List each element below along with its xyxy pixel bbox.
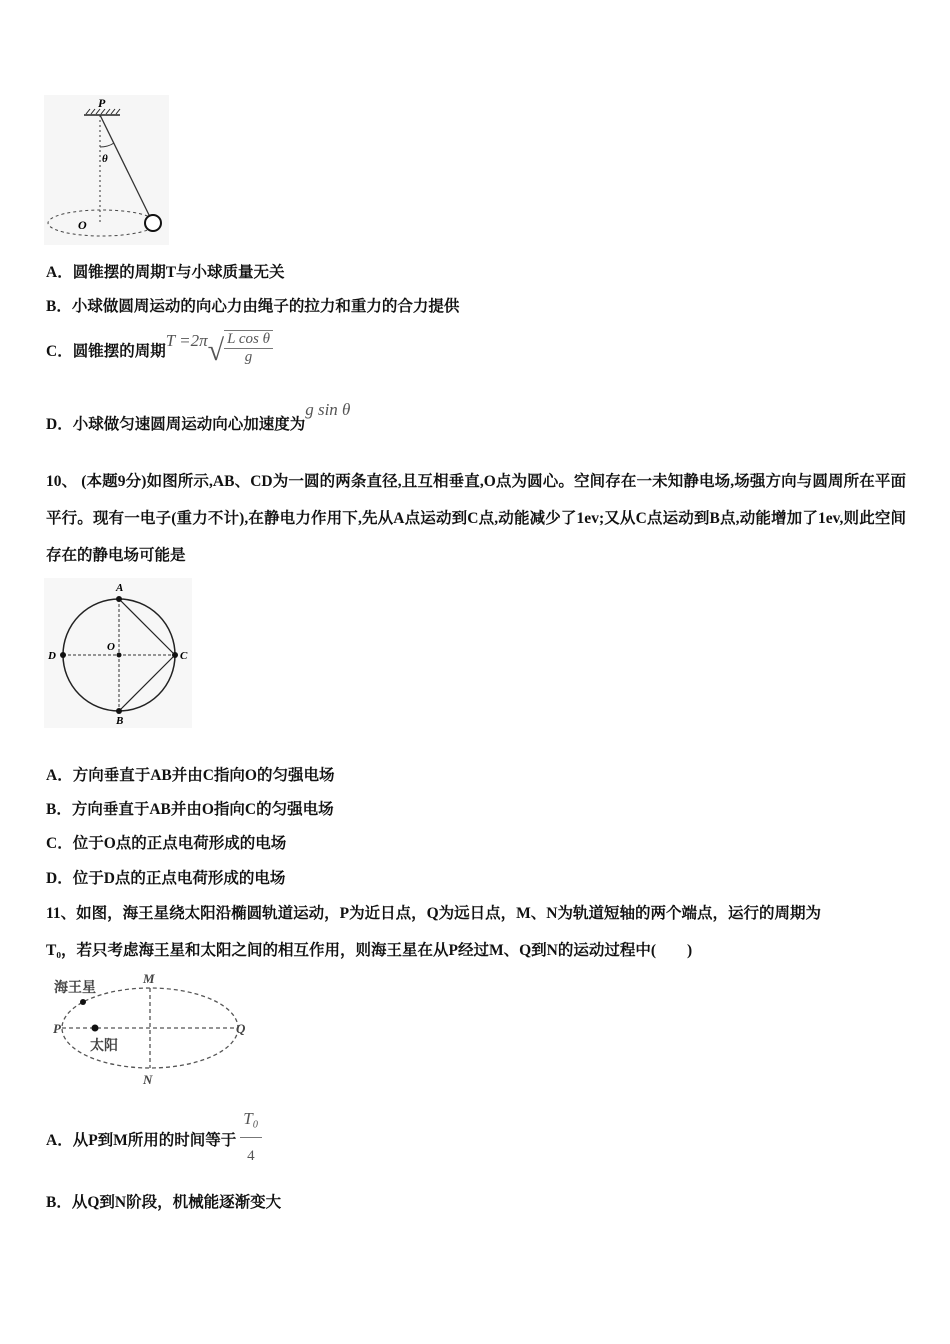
fraction-numerator: L cos θ [224, 331, 273, 349]
option-text: 小球做圆周运动的向心力由绳子的拉力和重力的合力提供 [71, 298, 460, 315]
option-label: D． [46, 870, 73, 887]
q9-option-d[interactable] [46, 400, 351, 434]
formula-lhs: T =2π [165, 331, 208, 350]
option-text: 位于O点的正点电荷形成的电场 [72, 835, 287, 852]
label-Q: Q [236, 1021, 246, 1036]
fraction-denominator: 4 [247, 1148, 255, 1164]
fraction-denominator: g [244, 349, 253, 366]
option-text: 圆锥摆的周期 [72, 343, 166, 360]
option-label: A． [46, 264, 73, 281]
label-sun: 太阳 [90, 1039, 118, 1054]
label-M: M [143, 971, 155, 986]
label-P: P [53, 1021, 61, 1036]
option-text: 方向垂直于AB并由O指向C的匀强电场 [71, 801, 334, 818]
option-label: C． [46, 343, 73, 360]
q11-stem-line1: 11、如图，海王星绕太阳沿椭圆轨道运动，P为近日点，Q为远日点，M、N为轨道短轴的两个端点，运行的周期为 [46, 905, 821, 922]
option-text: 圆锥摆的周期T与小球质量无关 [72, 264, 285, 281]
formula-fraction [224, 330, 273, 366]
label-O: O [78, 218, 87, 232]
label-theta: θ [102, 153, 108, 165]
option-label: A． [46, 767, 73, 784]
q11-option-b[interactable] [46, 1190, 281, 1212]
option-label: D． [46, 416, 73, 433]
formula-fraction [240, 1101, 261, 1174]
fraction-numerator: T₀ [240, 1101, 261, 1138]
option-text: 小球做匀速圆周运动向心加速度为 [72, 416, 306, 433]
label-O: O [107, 641, 115, 653]
q10-stem: 10、 (本题9分)如图所示,AB、CD为一圆的两条直径,且互相垂直,O点为圆心。空间存在一未知静电场,场强方向与圆周所在平面平行。现有一电子(重力不计),在静电力作用下,先从A点运动到C点,动能减少了1ev;又从C点运动到B点,动能增加了1ev,则此空间存在的静电场可能是 [46, 473, 906, 564]
q11-option-a[interactable] [46, 1105, 262, 1178]
q9-option-b[interactable] [46, 294, 459, 316]
option-text: 位于D点的正点电荷形成的电场 [72, 870, 286, 887]
label-P: P [98, 96, 106, 110]
sqrt-icon: √ [207, 334, 225, 367]
label-A: A [116, 582, 124, 594]
label-C: C [180, 650, 188, 662]
q9-option-c[interactable] [46, 330, 273, 370]
option-label: B． [46, 1194, 72, 1211]
orbit-figure [46, 968, 256, 1088]
q9-option-a[interactable] [46, 260, 285, 282]
option-text: 方向垂直于AB并由C指向O的匀强电场 [72, 767, 335, 784]
label-N: N [143, 1072, 153, 1087]
q10-option-d[interactable] [46, 866, 285, 888]
formula: g sin θ [305, 400, 351, 419]
option-label: B． [46, 801, 72, 818]
q10-option-c[interactable] [46, 831, 286, 853]
q10-option-b[interactable] [46, 797, 334, 819]
option-label: B． [46, 298, 72, 315]
conical-pendulum-figure [44, 95, 169, 245]
label-B: B [116, 715, 124, 727]
label-D: D [48, 650, 56, 662]
option-label: A． [46, 1132, 73, 1150]
option-label: C． [46, 835, 73, 852]
option-text: 从P到M所用的时间等于 [72, 1132, 237, 1150]
circle-figure [44, 578, 192, 728]
q10-option-a[interactable] [46, 763, 335, 785]
label-neptune: 海王星 [54, 981, 96, 996]
q11-stem-line2: T₀，若只考虑海王星和太阳之间的相互作用，则海王星在从P经过M、Q到N的运动过程中( ) [46, 942, 693, 959]
option-text: 从Q到N阶段，机械能逐渐变大 [71, 1194, 282, 1211]
